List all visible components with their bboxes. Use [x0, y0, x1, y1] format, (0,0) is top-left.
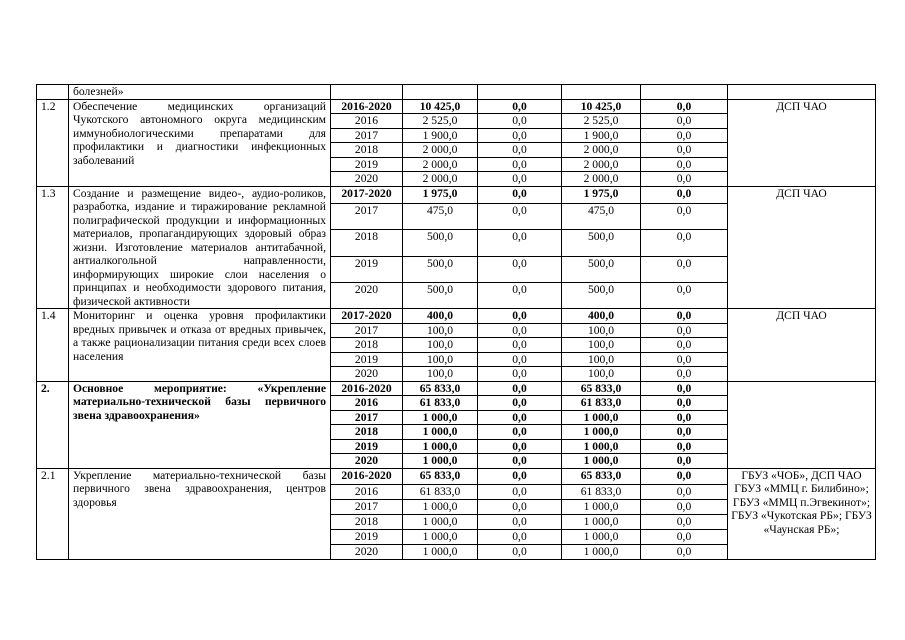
cell-regional: 2 000,0 — [562, 172, 641, 187]
table-row — [37, 381, 876, 396]
cell-period: 2018 — [331, 514, 403, 529]
cell-period: 2019 — [331, 352, 403, 367]
cell-federal: 0,0 — [478, 439, 562, 454]
cell-regional: 61 833,0 — [562, 396, 641, 411]
cell-other: 0,0 — [641, 468, 728, 484]
cell-other: 0,0 — [641, 309, 728, 324]
cell-other: 0,0 — [641, 128, 728, 143]
cell-total: 400,0 — [403, 309, 478, 324]
cell-total: 2 000,0 — [403, 172, 478, 187]
cell-federal: 0,0 — [478, 514, 562, 529]
cell-regional: 1 000,0 — [562, 425, 641, 440]
cell-period: 2019 — [331, 256, 403, 282]
cell-federal: 0,0 — [478, 338, 562, 353]
cell-name: Обеспечение медицинских организаций Чукотского автономного округа медицинским иммунобиологическими препаратами для профилактики и диагностики инфекционных заболеваний — [69, 99, 331, 186]
cell-regional: 1 000,0 — [562, 499, 641, 514]
cell-executor: ДСП ЧАО — [728, 99, 876, 186]
cell-total: 1 000,0 — [403, 499, 478, 514]
table-row — [37, 186, 876, 204]
cell-period: 2018 — [331, 143, 403, 158]
cell-executor — [728, 381, 876, 468]
cell-other: 0,0 — [641, 484, 728, 499]
cell-period: 2017 — [331, 499, 403, 514]
cell-total: 100,0 — [403, 323, 478, 338]
cell-name: Основное мероприятие: «Укрепление материально-технической базы первичного звена здравоохранения» — [69, 381, 331, 468]
cell-name: Мониторинг и оценка уровня профилактики вредных привычек и отказа от вредных привычек, а также рационализации питания среди всех слоев населения — [69, 309, 331, 382]
cell-executor: ДСП ЧАО — [728, 309, 876, 382]
table-row — [37, 85, 876, 100]
cell-period: 2020 — [331, 172, 403, 187]
cell-federal: 0,0 — [478, 186, 562, 204]
cell-federal: 0,0 — [478, 256, 562, 282]
cell-regional: 65 833,0 — [562, 468, 641, 484]
cell-other: 0,0 — [641, 381, 728, 396]
cell-name: Создание и размещение видео-, аудио-роликов, разработка, издание и тиражирование рекламной полиграфической продукции и информационных материалов, пропагандирующих здоровый образ жизни. Изготовление материалов антитабачной, антиалкогольной направленности, информирующих широкие слои населения о принципах и необходимости здорового питания, физической активности — [69, 186, 331, 309]
table-row — [37, 99, 876, 114]
table-body — [37, 85, 876, 560]
cell-federal: 0,0 — [478, 529, 562, 544]
cell-period: 2016-2020 — [331, 468, 403, 484]
cell-total: 61 833,0 — [403, 396, 478, 411]
cell-federal: 0,0 — [478, 172, 562, 187]
table-row — [37, 309, 876, 324]
cell-other: 0,0 — [641, 499, 728, 514]
cell-period: 2020 — [331, 282, 403, 308]
cell-period: 2016 — [331, 484, 403, 499]
budget-table — [36, 84, 876, 560]
cell-period: 2017 — [331, 323, 403, 338]
cell-other: 0,0 — [641, 352, 728, 367]
cell-regional: 1 000,0 — [562, 544, 641, 559]
cell-total: 2 000,0 — [403, 143, 478, 158]
cell-federal: 0,0 — [478, 484, 562, 499]
cell-total: 475,0 — [403, 204, 478, 230]
cell-regional: 100,0 — [562, 367, 641, 382]
cell-index — [37, 85, 69, 100]
cell-federal: 0,0 — [478, 157, 562, 172]
cell-other: 0,0 — [641, 204, 728, 230]
cell-other: 0,0 — [641, 425, 728, 440]
cell-federal: 0,0 — [478, 425, 562, 440]
cell-other: 0,0 — [641, 99, 728, 114]
cell-other: 0,0 — [641, 256, 728, 282]
cell-total: 1 000,0 — [403, 454, 478, 469]
cell-index: 1.2 — [37, 99, 69, 186]
cell-federal: 0,0 — [478, 309, 562, 324]
cell-federal: 0,0 — [478, 204, 562, 230]
cell-regional: 2 000,0 — [562, 143, 641, 158]
cell-regional: 1 975,0 — [562, 186, 641, 204]
cell-total: 100,0 — [403, 352, 478, 367]
cell-federal: 0,0 — [478, 352, 562, 367]
cell-total: 61 833,0 — [403, 484, 478, 499]
cell-total: 1 000,0 — [403, 544, 478, 559]
cell-federal: 0,0 — [478, 468, 562, 484]
cell-total: 2 000,0 — [403, 157, 478, 172]
cell-period: 2017 — [331, 410, 403, 425]
cell-other: 0,0 — [641, 514, 728, 529]
cell-other: 0,0 — [641, 396, 728, 411]
cell-period: 2017-2020 — [331, 309, 403, 324]
cell-regional: 10 425,0 — [562, 99, 641, 114]
cell-total: 500,0 — [403, 282, 478, 308]
cell-other: 0,0 — [641, 338, 728, 353]
cell-regional: 100,0 — [562, 323, 641, 338]
cell-period: 2017 — [331, 128, 403, 143]
cell-other: 0,0 — [641, 410, 728, 425]
cell-regional: 1 000,0 — [562, 439, 641, 454]
table-row — [37, 468, 876, 484]
cell-name: болезней» — [69, 85, 331, 100]
cell-index: 1.4 — [37, 309, 69, 382]
cell-other: 0,0 — [641, 157, 728, 172]
cell-federal: 0,0 — [478, 381, 562, 396]
cell-federal: 0,0 — [478, 282, 562, 308]
cell-regional: 2 525,0 — [562, 114, 641, 129]
cell-executor: ДСП ЧАО — [728, 186, 876, 309]
cell-other: 0,0 — [641, 230, 728, 256]
cell-federal: 0,0 — [478, 544, 562, 559]
cell-regional: 500,0 — [562, 230, 641, 256]
cell-regional: 61 833,0 — [562, 484, 641, 499]
cell-executor: ГБУЗ «ЧОБ», ДСП ЧАО ГБУЗ «ММЦ г. Билибино»; ГБУЗ «ММЦ п.Эгвекинот»; ГБУЗ «Чукотская РБ»; ГБУЗ «Чаунская РБ»; — [728, 468, 876, 559]
cell-other: 0,0 — [641, 143, 728, 158]
cell-period: 2019 — [331, 529, 403, 544]
cell-other: 0,0 — [641, 114, 728, 129]
cell-regional: 400,0 — [562, 309, 641, 324]
cell-federal: 0,0 — [478, 410, 562, 425]
cell-other: 0,0 — [641, 367, 728, 382]
cell-period: 2016-2020 — [331, 99, 403, 114]
cell-period: 2020 — [331, 454, 403, 469]
cell-period: 2016 — [331, 396, 403, 411]
cell-regional: 500,0 — [562, 256, 641, 282]
cell-total: 100,0 — [403, 338, 478, 353]
cell-federal: 0,0 — [478, 114, 562, 129]
cell-index: 1.3 — [37, 186, 69, 309]
cell-other: 0,0 — [641, 186, 728, 204]
cell-total: 1 000,0 — [403, 439, 478, 454]
cell-total: 100,0 — [403, 367, 478, 382]
cell-period: 2018 — [331, 338, 403, 353]
cell-federal: 0,0 — [478, 367, 562, 382]
cell-period: 2017 — [331, 204, 403, 230]
cell-period: 2020 — [331, 544, 403, 559]
cell-total: 1 000,0 — [403, 529, 478, 544]
cell-regional: 2 000,0 — [562, 157, 641, 172]
cell-federal: 0,0 — [478, 396, 562, 411]
cell-period: 2018 — [331, 425, 403, 440]
cell-regional: 1 900,0 — [562, 128, 641, 143]
cell-total: 1 000,0 — [403, 410, 478, 425]
cell-other: 0,0 — [641, 529, 728, 544]
cell-regional: 1 000,0 — [562, 454, 641, 469]
cell-other: 0,0 — [641, 544, 728, 559]
cell-federal: 0,0 — [478, 454, 562, 469]
cell-regional: 500,0 — [562, 282, 641, 308]
cell-regional: 1 000,0 — [562, 514, 641, 529]
cell-total: 1 000,0 — [403, 514, 478, 529]
cell-other: 0,0 — [641, 439, 728, 454]
cell-period: 2019 — [331, 439, 403, 454]
cell-total: 1 975,0 — [403, 186, 478, 204]
cell-total: 10 425,0 — [403, 99, 478, 114]
cell-federal: 0,0 — [478, 230, 562, 256]
cell-total: 500,0 — [403, 256, 478, 282]
cell-period: 2018 — [331, 230, 403, 256]
cell-other: 0,0 — [641, 323, 728, 338]
cell-period: 2016 — [331, 114, 403, 129]
cell-regional: 100,0 — [562, 352, 641, 367]
cell-total: 1 000,0 — [403, 425, 478, 440]
cell-period: 2017-2020 — [331, 186, 403, 204]
cell-other: 0,0 — [641, 282, 728, 308]
cell-other: 0,0 — [641, 172, 728, 187]
cell-regional: 1 000,0 — [562, 529, 641, 544]
cell-federal: 0,0 — [478, 99, 562, 114]
cell-index: 2.1 — [37, 468, 69, 559]
cell-federal: 0,0 — [478, 323, 562, 338]
cell-period: 2019 — [331, 157, 403, 172]
cell-total: 500,0 — [403, 230, 478, 256]
cell-federal: 0,0 — [478, 499, 562, 514]
cell-regional: 65 833,0 — [562, 381, 641, 396]
cell-period: 2016-2020 — [331, 381, 403, 396]
cell-index: 2. — [37, 381, 69, 468]
cell-total: 65 833,0 — [403, 381, 478, 396]
cell-total: 2 525,0 — [403, 114, 478, 129]
cell-regional: 1 000,0 — [562, 410, 641, 425]
cell-total: 65 833,0 — [403, 468, 478, 484]
cell-federal: 0,0 — [478, 143, 562, 158]
cell-other: 0,0 — [641, 454, 728, 469]
cell-regional: 100,0 — [562, 338, 641, 353]
cell-total: 1 900,0 — [403, 128, 478, 143]
cell-federal: 0,0 — [478, 128, 562, 143]
cell-period: 2020 — [331, 367, 403, 382]
cell-regional: 475,0 — [562, 204, 641, 230]
cell-name: Укрепление материально-технической базы первичного звена здравоохранения, центров здоровья — [69, 468, 331, 559]
